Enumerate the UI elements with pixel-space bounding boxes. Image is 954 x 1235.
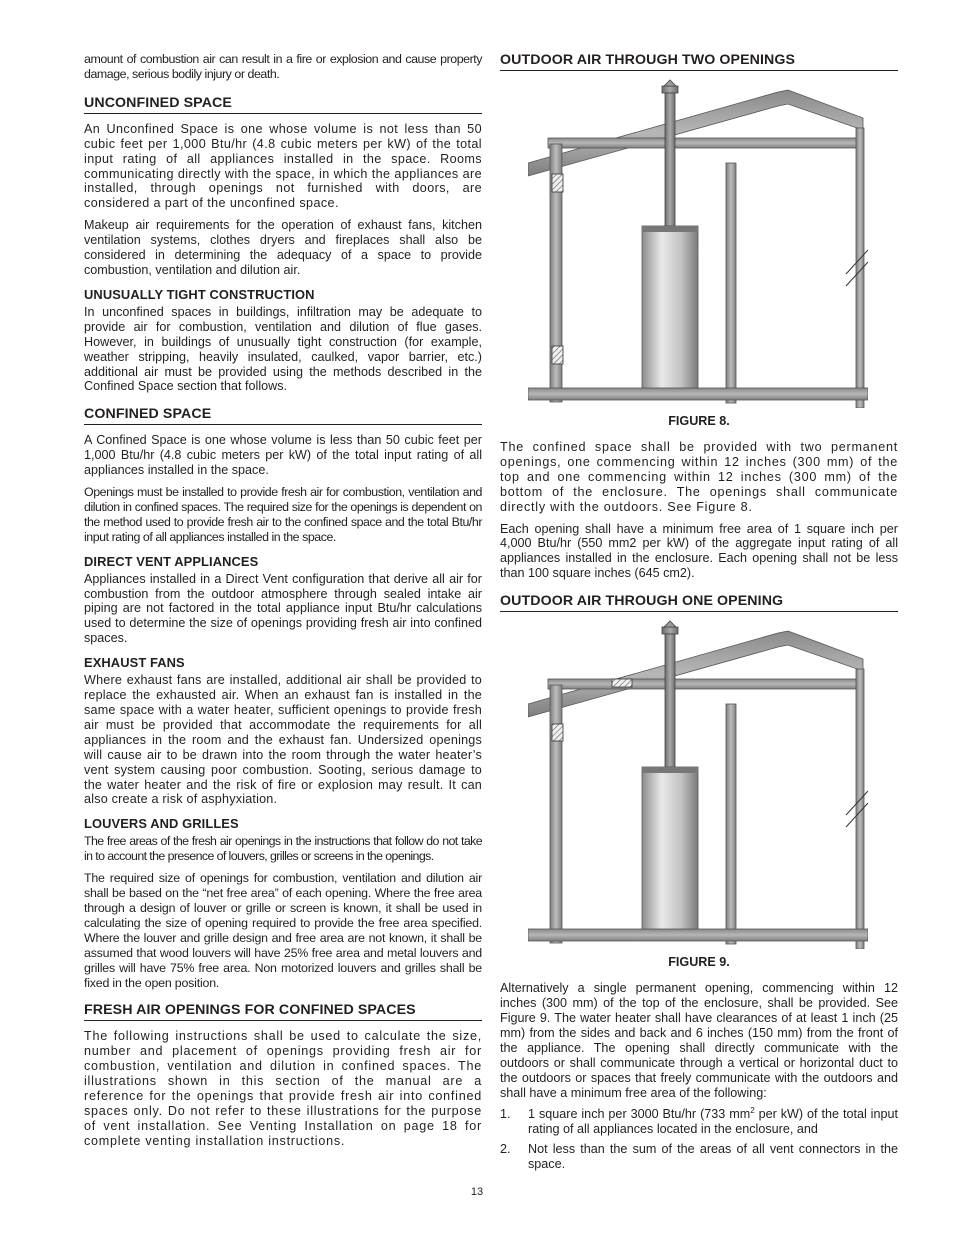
exhaust-fans-para: Where exhaust fans are installed, additional air shall be provided to replace the exhausted air. When an exhaust fan is installed in the same space with a water heater, sufficient openings to provide fresh air must be provided that accommodate the requirements for all appliances in the room and the exhaust fan. Undersized openings will cause air to be drawn into the room through the water heater’s vent system causing poor combustion. Sooting, serious damage to the water heater and the risk of fire or explosion may result. It can also create a risk of asphyxiation.: [84, 673, 482, 807]
figure-8-caption: FIGURE 8.: [668, 414, 730, 428]
louvers-grilles-heading: LOUVERS AND GRILLES: [84, 816, 239, 832]
figure-8-illustration: [528, 78, 868, 408]
direct-vent-heading: DIRECT VENT APPLIANCES: [84, 553, 259, 569]
confined-space-heading: CONFINED SPACE: [84, 406, 482, 425]
intro-text: amount of combustion air can result in a fire or explosion and cause property damage, serious bodily injury or death.: [84, 52, 482, 81]
right-column: [500, 52, 898, 1172]
figure-9-caption: FIGURE 9.: [668, 955, 730, 970]
direct-vent-para: Appliances installed in a Direct Vent configuration that derive all air for combustion from the outdoor atmosphere through sealed intake air piping are not factored in the total appliance input Btu/hr calculations used to determine the size of openings providing fresh air into confined spaces.: [84, 571, 482, 646]
unconfined-space-para-1: An Unconfined Space is one whose volume is not less than 50 cubic feet per 1,000 Btu/hr (4.8 cubic meters per kW) of the total input rating of all appliances installed in the space. Rooms communicating directly with the space, in which the appliances are installed, through openings not furnished with doors, are considered a part of the unconfined space.: [84, 121, 482, 211]
left-column: [84, 52, 482, 1149]
free-area-list: [500, 1107, 898, 1172]
two-openings-para-1: The confined space shall be provided with two permanent openings, one commencing within 12 inches (300 mm) of the top and one commencing within 12 inches (300 mm) of the bottom of the enclosure. The openings shall communicate directly with the outdoors. See Figure 8.: [500, 440, 898, 514]
page-number: 13: [470, 1186, 484, 1198]
fresh-air-openings-para: The following instructions shall be used to calculate the size, number and placement of openings providing fresh air for combustion, ventilation and dilution in confined spaces. The illustrations shown in this section of the manual are a reference for the openings that provide fresh air into confined spaces only. Do not refer to these illustrations for the purpose of vent installation. See Venting Installation on page 18 for complete venting installation instructions.: [84, 1029, 482, 1148]
figure-9-illustration: [528, 619, 868, 949]
louvers-grilles-para-2: The required size of openings for combustion, ventilation and dilution air shall be based on the “net free area” of each opening. Where the free area through a design of louver or grille or screen is known, it shall be used in calculating the size of opening required to provide the free area specified. Where the louver and grille design and free area are not known, it shall be assumed that wood louvers will have 25% free area and metal louvers and grilles will have 75% free area. Non motorized louvers and grilles shall be fixed in the open position.: [84, 871, 482, 990]
two-openings-para-2: Each opening shall have a minimum free area of 1 square inch per 4,000 Btu/hr (550 mm2 per kW) of the aggregate input rating of all appliances installed in the enclosure. Each opening shall not be less than 100 square inches (645 cm2).: [500, 521, 898, 581]
louvers-grilles-para-1: The free areas of the fresh air openings in the instructions that follow do not take in to account the presence of louvers, grilles or screens in the openings.: [84, 834, 482, 864]
one-opening-heading: OUTDOOR AIR THROUGH ONE OPENING: [500, 593, 898, 612]
one-opening-para: Alternatively a single permanent opening, commencing within 12 inches (300 mm) of the top of the enclosure, shall be provided. See Figure 9. The water heater shall have clearances of at least 1 inch (25 mm) from the sides and back and 6 inches (150 mm) from the front of the appliance. The opening shall directly communicate with the outdoors or shall communicate through a vertical or horizontal duct to the outdoors or spaces that freely communicate with the outdoors and shall have a minimum free area of the following:: [500, 981, 898, 1100]
confined-space-para-1: A Confined Space is one whose volume is less than 50 cubic feet per 1,000 Btu/hr (4.8 cubic meters per kW) of the total input rating of all appliances installed in the space.: [84, 433, 482, 478]
list-item: 1. 1 square inch per 3000 Btu/hr (733 $mm^2$ per kW) of the total input rating of all appliances located in the enclosure, and: [500, 1106, 898, 1137]
list-item-number: 1.: [500, 1107, 511, 1122]
unconfined-space-heading: UNCONFINED SPACE: [84, 95, 482, 114]
exhaust-fans-heading: EXHAUST FANS: [84, 655, 185, 671]
fresh-air-openings-heading: FRESH AIR OPENINGS FOR CONFINED SPACES: [84, 1002, 482, 1021]
unconfined-space-para-2: Makeup air requirements for the operation of exhaust fans, kitchen ventilation systems, clothes dryers and fireplaces shall also be considered in determining the adequacy of a space to provide combustion, ventilation and dilution air.: [84, 218, 482, 277]
confined-space-para-2: Openings must be installed to provide fresh air for combustion, ventilation and dilution in confined spaces. The required size for the openings is dependent on the method used to provide fresh air to the confined space and the total Btu/hr input rating of all appliances installed in the space.: [84, 485, 482, 544]
unusually-tight-para: In unconfined spaces in buildings, infiltration may be adequate to provide air for combustion, ventilation and dilution of flue gases. However, in buildings of unusually tight construction (for example, weather stripping, heavily insulated, caulked, vapor barrier, etc.) additional air must be provided using the methods described in the Confined Space section that follows.: [84, 304, 482, 394]
unusually-tight-heading: UNUSUALLY TIGHT CONSTRUCTION: [84, 286, 315, 302]
list-item: 2. Not less than the sum of the areas of all vent connectors in the space.: [500, 1142, 898, 1172]
list-item-number: 2.: [500, 1142, 511, 1157]
two-openings-heading: OUTDOOR AIR THROUGH TWO OPENINGS: [500, 52, 898, 71]
